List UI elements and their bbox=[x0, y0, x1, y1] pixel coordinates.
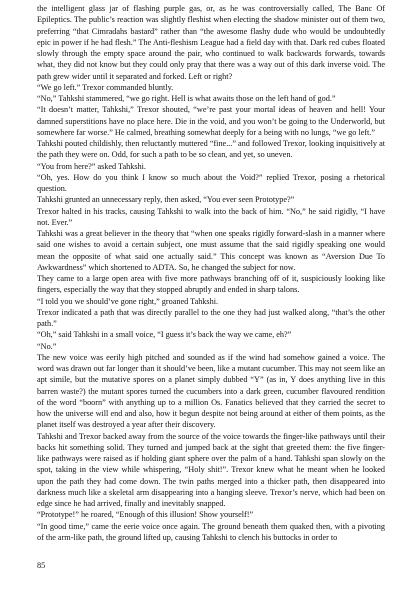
page-number: 85 bbox=[37, 561, 46, 570]
paragraph: “I told you we should’ve gone right,” groaned Tahkshi. bbox=[37, 296, 219, 306]
paragraph: “You from here?” asked Tahkshi. bbox=[37, 161, 146, 171]
paragraph: “No,” Tahkshi stammered, “we go right. Hell is what awaits those on the left hand of god.” bbox=[37, 94, 336, 103]
body-text bbox=[37, 3, 385, 543]
paragraph: Trexor halted in his tracks, causing Tahkshi to walk into the back of him. “No,” he said rigidly, “I have not. Ever.” bbox=[37, 206, 385, 227]
paragraph: “It doesn’t matter, Tahkshi,” Trexor shouted, “we’re past your mortal ideas of heaven and hell! Your damned superstitions have no place here. Die in the void, and you won’t be going to the Underworld, but somewhere far worse.” He calmed, breathing somewhat deeply for a being with no lungs, “we go left.” bbox=[37, 105, 385, 137]
paragraph: “Oh,” said Tahkshi in a small voice, “I guess it’s back the way we came, eh?” bbox=[37, 330, 292, 340]
paragraph: Tahkshi and Trexor backed away from the source of the voice towards the finger-like pathways until their backs hit something solid. They turned and jumped back at the sight that greeted them: the five finger-like pathways were raised as if holding giant sphere over the palm of a hand. Tahkshi span slowly on the spot, taking in the view while whispering, “Holy shit!”. Trexor knew what he meant when he looked upon the path they had come down. The twin paths merged into a thicker path, then disappeared into darkness much like a skeletal arm disappearing into a hanging sleeve. Trexor’s nerve, which had been on edge since he had arrived, finally and inevitably snapped. bbox=[37, 431, 385, 508]
paragraph: They came to a large open area with five more pathways branching off of it, suspiciously looking like fingers, especially the way that they stopped abruptly and ended in sharp talons. bbox=[37, 274, 385, 295]
paragraph: “Oh, yes. How do you think I know so much about the Void?” replied Trexor, posing a rhetorical question. bbox=[37, 172, 385, 193]
paragraph: Tahkshi pouted childishly, then reluctantly muttered “fine...” and followed Trexor, looking inquisitively at the path they were on. Odd, for such a path to be so clean, and yet, so uneven. bbox=[37, 139, 385, 160]
paragraph: Tahkshi was a great believer in the theory that “when one speaks rigidly forward-slash in a manner where said one wishes to avoid a certain subject, one must assume that the said rigidly speaking one would mean the opposite of what said one actually said.” This concept was known as “Aversion Due To Awkwardness” which shortened to ADTA. So, he changed the subject for now. bbox=[37, 229, 385, 272]
paragraph: “We go left.” Trexor commanded bluntly. bbox=[37, 82, 174, 92]
paragraph: Trexor indicated a path that was directly parallel to the one they had just walked along, “that’s the other path.” bbox=[37, 307, 385, 328]
paragraph: “Prototype!” he roared, “Enough of this illusion! Show yourself!” bbox=[37, 510, 254, 520]
paragraph: Tahkshi grunted an unnecessary reply, then asked, “You ever seen Prototype?” bbox=[37, 195, 295, 205]
paragraph: The new voice was eerily high pitched and sounded as if the wind had somehow gained a voice. The word was drawn out far longer than it should’ve been, like a mutant cucumber. This may not seem like an apt simile, but the mutative spores on a planet simply dubbed “Y” (as in, Y does anything live in this barren waste?) the mutant spores turned the cucumbers into a dark green, cucumber flavoured rendition of the word “boorn” with anything up to a million Os. Fanatics believed that they carried the secret to how the universe will end and also, how it begun despite not being around at either of them points, as the planet itself was destroyed a year after their discovery. bbox=[37, 352, 385, 430]
paragraph: the intelligent glass jar of flashing purple gas, or, as he was controversially called, The Banc Of Epileptics. The public’s reaction was slightly fleshist when electing the shadow minister out of them two, preferring “that Cimradahs bastard” rather than “the awesome flashy dude who would be undoubtedly epic in power if he had flesh.” The Anti-fleshism League had a field day with that. Dark red cubes floated slowly through the empty space around the pair, who continued to walk backwards forwards, towards what, they did not know but they could only pray that there was a way out of this dark inverse void. The path grew wider until it separated and forked. Left or right? bbox=[37, 4, 385, 81]
paragraph: “In good time,” came the eerie voice once again. The ground beneath them quaked then, with a pivoting of the arm-like path, the ground lifted up, causing Tahkshi to clench his buttocks in order to bbox=[37, 521, 385, 542]
paragraph: “No.” bbox=[37, 341, 57, 351]
